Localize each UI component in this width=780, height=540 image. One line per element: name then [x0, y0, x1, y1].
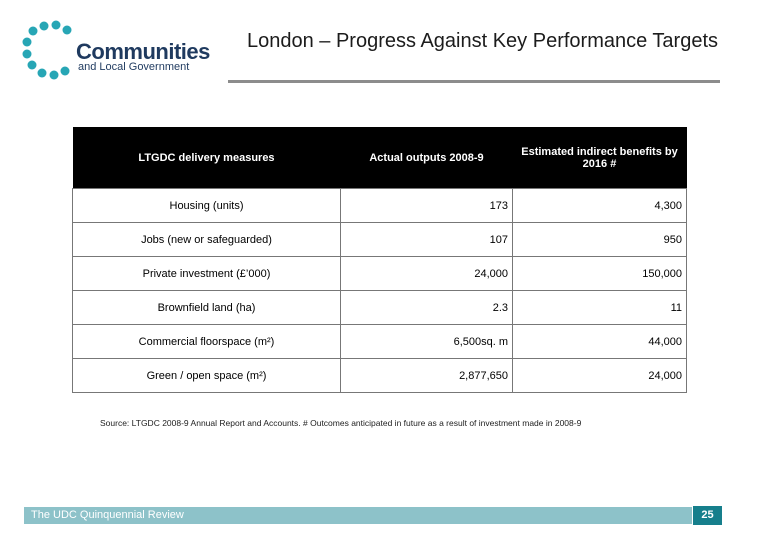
measure-cell: Housing (units)	[73, 189, 341, 223]
measure-cell: Brownfield land (ha)	[73, 291, 341, 325]
source-note: Source: LTGDC 2008-9 Annual Report and Accounts. # Outcomes anticipated in future as a result of investment made in 2008-9	[100, 418, 582, 428]
actual-cell: 2,877,650	[341, 359, 513, 393]
estimated-cell: 150,000	[513, 257, 687, 291]
slide-title: London – Progress Against Key Performance Targets	[246, 30, 718, 52]
estimated-cell: 950	[513, 223, 687, 257]
footer-bar	[24, 507, 692, 524]
footer-text: The UDC Quinquennial Review	[31, 509, 184, 521]
actual-cell: 173	[341, 189, 513, 223]
estimated-cell: 4,300	[513, 189, 687, 223]
title-divider	[228, 80, 720, 83]
page-number: 25	[693, 506, 722, 525]
table-row	[73, 223, 687, 257]
table-row	[73, 257, 687, 291]
communities-logo	[22, 20, 212, 84]
header-estimated-label: Estimated indirect benefits by 2016 #	[521, 145, 678, 170]
header-estimated	[513, 127, 687, 189]
measure-cell: Private investment (£’000)	[73, 257, 341, 291]
dots-ring-icon	[22, 20, 76, 84]
header-measures: LTGDC delivery measures	[73, 127, 341, 189]
table-row	[73, 325, 687, 359]
estimated-cell: 11	[513, 291, 687, 325]
actual-cell: 107	[341, 223, 513, 257]
kpi-table	[72, 127, 687, 393]
measure-cell: Green / open space (m²)	[73, 359, 341, 393]
estimated-cell: 24,000	[513, 359, 687, 393]
header-actual: Actual outputs 2008-9	[341, 127, 513, 189]
table-header-row	[73, 127, 687, 189]
table-row	[73, 359, 687, 393]
actual-cell: 6,500sq. m	[341, 325, 513, 359]
actual-cell: 2.3	[341, 291, 513, 325]
estimated-cell: 44,000	[513, 325, 687, 359]
measure-cell: Jobs (new or safeguarded)	[73, 223, 341, 257]
table-row	[73, 189, 687, 223]
actual-cell: 24,000	[341, 257, 513, 291]
logo-subline: and Local Government	[78, 61, 190, 73]
logo-wordmark: Communities	[76, 39, 210, 64]
measure-cell: Commercial floorspace (m²)	[73, 325, 341, 359]
table-row	[73, 291, 687, 325]
